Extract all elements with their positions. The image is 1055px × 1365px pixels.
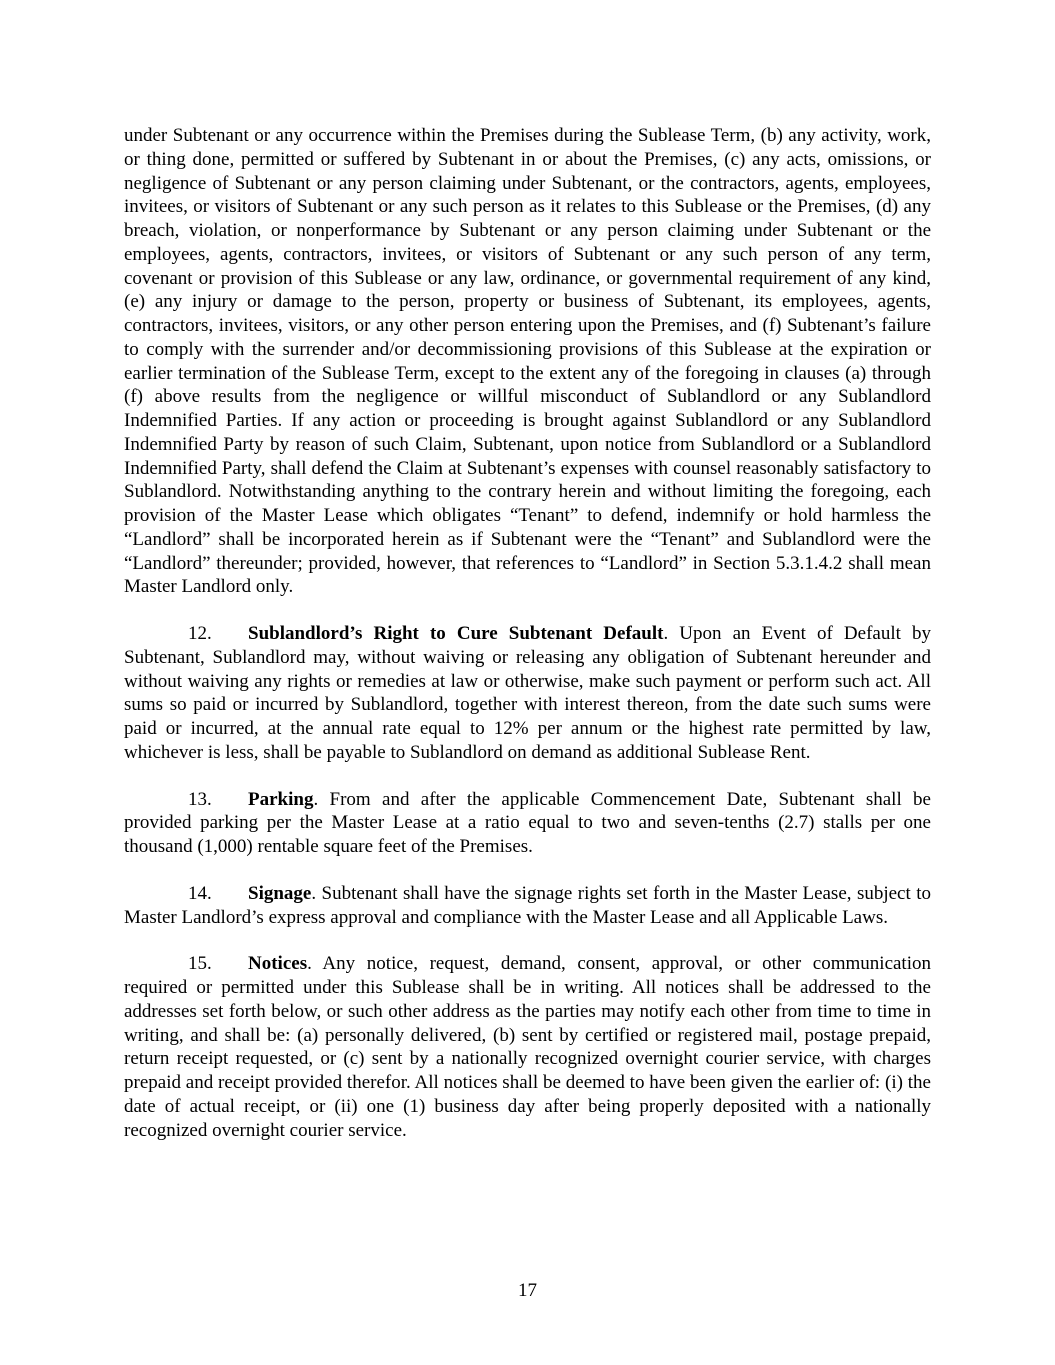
- section-15-heading: Notices: [248, 953, 308, 975]
- section-13-paragraph: [124, 788, 931, 859]
- section-12-heading: Sublandlord’s Right to Cure Subtenant Default: [248, 623, 664, 644]
- section-14-paragraph: [124, 882, 931, 930]
- section-15-number: 15.: [188, 953, 212, 975]
- section-13-body: . From and after the applicable Commencement Date, Subtenant shall be provided parking per the Master Lease at a ratio equal to two and seven-tenths (2.7) stalls per one thousand (1,000) rentable square feet of the Premises.: [124, 788, 931, 857]
- section-14-heading: Signage: [248, 882, 312, 904]
- section-14-number: 14.: [188, 882, 212, 904]
- section-15-paragraph: [124, 952, 931, 1142]
- section-15-body: . Any notice, request, demand, consent, approval, or other communication required or permitted under this Sublease shall be in writing. All notices shall be addressed to the addresses set forth below, or such other address as the parties may notify each other from time to time in writing, and shall be: (a) personally delivered, (b) sent by certified or registered mail, postage prepaid, return receipt requested, or (c) sent by a nationally recognized overnight courier service, with charges prepaid and receipt provided therefor. All notices shall be deemed to have been given the earlier of: (i) the date of actual receipt, or (ii) one (1) business day after being properly deposited with a nationally recognized overnight courier service.: [124, 953, 931, 1141]
- section-13-number: 13.: [188, 788, 212, 810]
- page-number: 17: [518, 1280, 537, 1301]
- section-13-heading: Parking: [248, 788, 314, 810]
- document-page: [124, 124, 931, 1142]
- indemnity-continuation-paragraph: under Subtenant or any occurrence within the Premises during the Sublease Term, (b) any activity, work, or thing done, permitted or suffered by Subtenant in or about the Premises, (c) any acts, omissions, or negligence of Subtenant or any person claiming under Subtenant, or the contractors, agents, employees, invitees, or visitors of Subtenant or any such person as it relates to this Sublease or the Premises, (d) any breach, violation, or nonperformance by Subtenant or any person claiming under Subtenant or the employees, agents, contractors, invitees, or visitors of Subtenant or any such person of any term, covenant or provision of this Sublease or any law, ordinance, or governmental requirement of any kind, (e) any injury or damage to the person, property or business of Subtenant, its employees, agents, contractors, invitees, visitors, or any other person entering upon the Premises, and (f) Subtenant’s failure to comply with the surrender and/or decommissioning provisions of this Sublease at the expiration or earlier termination of the Sublease Term, except to the extent any of the foregoing in clauses (a) through (f) above results from the negligence or willful misconduct of Sublandlord or any Sublandlord Indemnified Parties. If any action or proceeding is brought against Sublandlord or any Sublandlord Indemnified Party by reason of such Claim, Subtenant, upon notice from Sublandlord or a Sublandlord Indemnified Party, shall defend the Claim at Subtenant’s expenses with counsel reasonably satisfactory to Sublandlord. Notwithstanding anything to the contrary herein and without limiting the foregoing, each provision of the Master Lease which obligates “Tenant” to defend, indemnify or hold harmless the “Landlord” shall be incorporated herein as if Subtenant were the “Tenant” and Sublandlord were the “Landlord” thereunder; provided, however, that references to “Landlord” in Section 5.3.1.4.2 shall mean Master Landlord only.: [124, 125, 931, 598]
- section-12-number: 12.: [188, 623, 212, 644]
- section-12-body: . Upon an Event of Default by Subtenant, Sublandlord may, without waiving or releasing any obligation of Subtenant hereunder and without waiving any rights or remedies at law or otherwise, make such payment or perform such act. All sums so paid or incurred by Sublandlord, together with interest thereon, from the date such sums were paid or incurred, at the annual rate equal to 12% per annum or the highest rate permitted by law, whichever is less, shall be payable to Sublandlord on demand as additional Sublease Rent.: [124, 623, 931, 763]
- section-14-body: . Subtenant shall have the signage rights set forth in the Master Lease, subject to Master Landlord’s express approval and compliance with the Master Lease and all Applicable Laws.: [124, 882, 931, 928]
- section-12-paragraph: [124, 622, 931, 765]
